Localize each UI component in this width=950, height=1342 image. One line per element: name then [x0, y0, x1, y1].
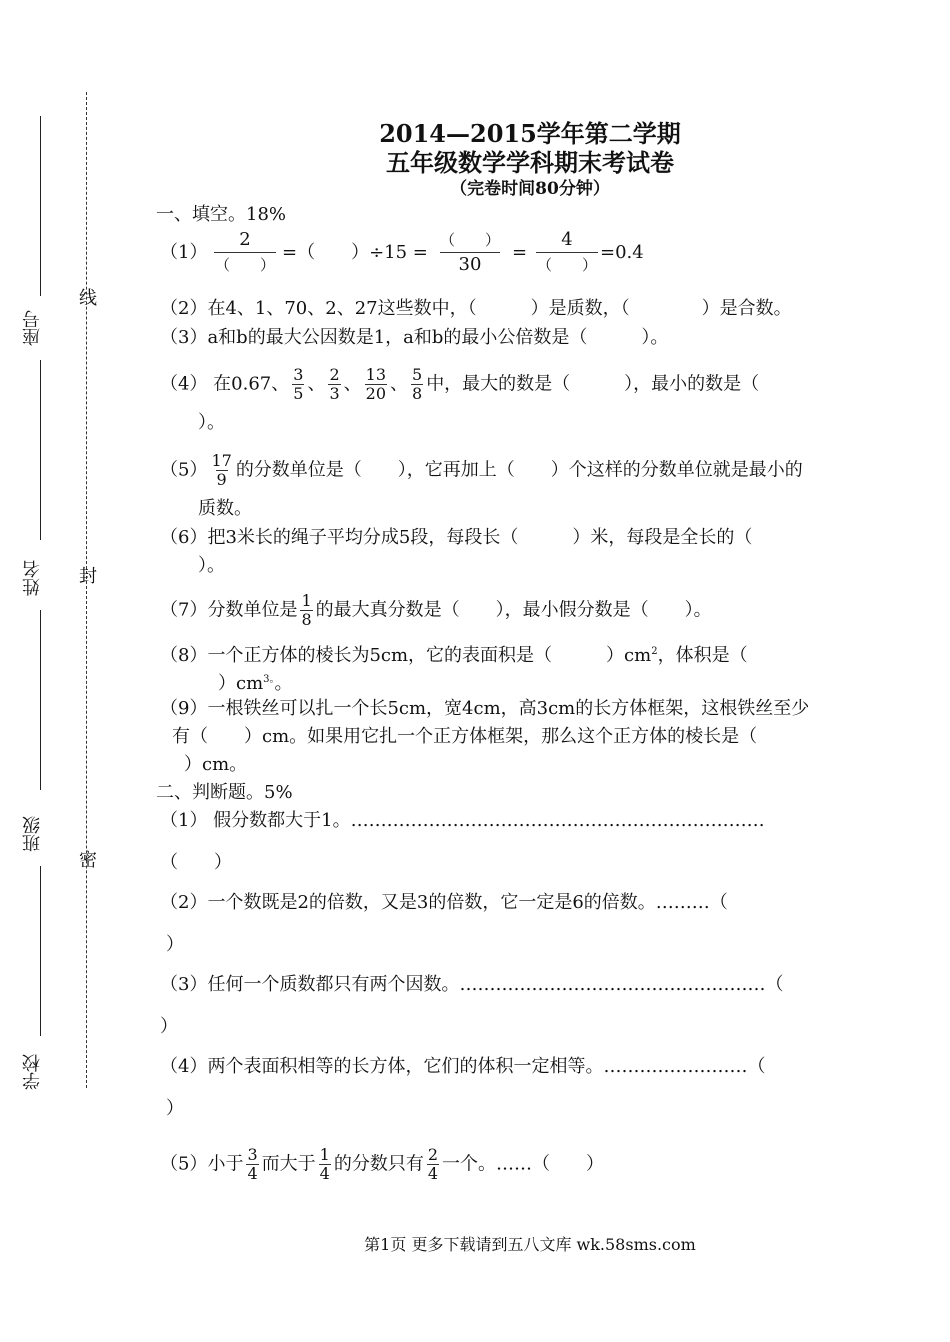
- q4-f2-num: 2: [329, 365, 340, 384]
- q4-fraction-4: [411, 366, 423, 403]
- q4-f3-den: 20: [365, 384, 386, 403]
- judgement-2-answer: ）: [166, 934, 184, 955]
- seat-number-line-lower: [40, 360, 42, 540]
- q4-f3-num: 13: [365, 365, 386, 384]
- q5-text-b: 的分数单位是（ ），它再加上（ ）个这样的分数单位就是最小的: [235, 459, 803, 481]
- question-5: [160, 452, 803, 489]
- q5-continuation: 质数。: [198, 498, 252, 519]
- q7-num: 1: [301, 591, 312, 610]
- question-2: （2）在4、1、70、2、27这些数中，（ ）是质数，（ ）是合数。: [160, 298, 792, 319]
- q1-f2-denominator: 30: [458, 254, 482, 275]
- q1-fraction-1: [214, 228, 276, 277]
- judgement-5: [160, 1146, 604, 1183]
- q5-text-a: （5）: [160, 459, 208, 481]
- q5-den: 9: [216, 470, 227, 489]
- q7-fraction: [300, 592, 312, 629]
- question-9: （9）一根铁丝可以扎一个长5cm，宽4cm，高3cm的长方体框架，这根铁丝至少: [160, 698, 810, 719]
- school-label: 学校: [22, 1054, 43, 1090]
- q4-text-b: 中，最大的数是（ ），最小的数是（: [426, 373, 760, 395]
- j5-f3-den: 4: [427, 1164, 439, 1183]
- q4-f4-num: 5: [412, 365, 423, 384]
- fold-line-char: 线: [76, 288, 97, 306]
- q8-sup-1: 2: [651, 646, 658, 657]
- section1-heading: 一、填空。18%: [156, 204, 287, 225]
- q1-f1-numerator: 2: [239, 229, 251, 250]
- q4-sep-1: 、: [307, 373, 326, 395]
- judgement-4: （4）两个表面积相等的长方体，它们的体积一定相等。……………………（: [160, 1056, 766, 1077]
- q7-text-b: 的最大真分数是（ ），最小假分数是（ ）。: [315, 599, 712, 621]
- question-3: （3）a和b的最大公因数是1，a和b的最小公倍数是（ ）。: [160, 327, 669, 348]
- q1-middle: =（ ）÷15 =: [282, 242, 428, 263]
- judgement-1-answer: （ ）: [160, 852, 232, 873]
- seal-dashed-line: [86, 92, 87, 1088]
- q4-f1-den: 5: [293, 384, 304, 403]
- q5-num: 17: [211, 451, 232, 470]
- j5-fraction-2: [319, 1146, 331, 1183]
- j5-f3-num: 2: [427, 1145, 439, 1164]
- class-line: [40, 866, 42, 1036]
- q4-f1-num: 3: [293, 365, 304, 384]
- j5-f1-den: 4: [247, 1164, 258, 1183]
- q4-sep-2: 、: [343, 373, 362, 395]
- q8-text-a: （8）一个正方体的棱长为5cm，它的表面积是（ ）cm: [160, 645, 652, 666]
- q1-fraction-3: [536, 228, 598, 277]
- q8-text-c: ）cm: [218, 673, 264, 694]
- j5-f2-num: 1: [319, 1145, 330, 1164]
- judgement-4-answer: ）: [166, 1098, 184, 1119]
- q4-continuation: ）。: [198, 412, 225, 433]
- q7-text-a: （7）分数单位是: [160, 599, 298, 621]
- judgement-1: （1） 假分数都大于1。……………………………………………………………: [160, 810, 765, 831]
- q6-continuation: ）。: [198, 555, 225, 576]
- judgement-3: （3）任何一个质数都只有两个因数。……………………………………………（: [160, 974, 784, 995]
- q1-f2-numerator: （ ）: [440, 231, 501, 249]
- name-label: 姓名: [22, 560, 43, 596]
- q4-fraction-2: [328, 366, 340, 403]
- q8-text-d: 。: [274, 673, 293, 694]
- fold-secret-char: 密: [76, 850, 97, 868]
- j5-fraction-1: [246, 1146, 258, 1183]
- q4-text-a: （4） 在0.67、: [160, 373, 290, 395]
- question-4: [160, 366, 759, 403]
- q1-f3-denominator: （ ）: [536, 256, 597, 274]
- q1-fraction-2: [440, 228, 500, 277]
- question-7: [160, 592, 712, 629]
- j5-text-a: （5）小于: [160, 1153, 244, 1175]
- q8-continuation: [218, 667, 293, 697]
- q8-text-b: ，体积是（: [657, 645, 748, 666]
- j5-text-d: 一个。……（ ）: [442, 1153, 605, 1175]
- j5-f1-num: 3: [247, 1145, 258, 1164]
- q4-sep-3: 、: [390, 373, 408, 395]
- judgement-3-answer: ）: [160, 1016, 178, 1037]
- q1-equals: =: [512, 242, 528, 263]
- class-label: 班级: [22, 816, 43, 852]
- judgement-2: （2）一个数既是2的倍数，又是3的倍数，它一定是6的倍数。………（: [160, 892, 728, 913]
- q5-fraction: [210, 452, 232, 489]
- j5-text-b: 而大于: [261, 1153, 316, 1175]
- q9-line-2: 有（ ）cm。如果用它扎一个正方体框架，那么这个正方体的棱长是（: [172, 726, 758, 747]
- j5-fraction-3: [427, 1146, 439, 1183]
- question-8: [160, 639, 748, 669]
- j5-text-c: 的分数只有: [333, 1153, 424, 1175]
- exam-title-year: 2014—2015学年第二学期: [379, 119, 681, 148]
- q1-f3-numerator: 4: [561, 229, 573, 250]
- q4-fraction-1: [292, 366, 304, 403]
- q1-tail: =0.4: [600, 242, 644, 263]
- question-6: （6）把3米长的绳子平均分成5段，每段长（ ）米，每段是全长的（: [160, 527, 753, 548]
- fold-seal-char: 封: [76, 566, 97, 584]
- seat-number-label: 座号: [22, 310, 43, 346]
- exam-title: 五年级数学学科期末考试卷: [386, 148, 674, 177]
- name-line: [40, 610, 42, 790]
- q4-f4-den: 8: [412, 384, 423, 403]
- q1-number: （1）: [160, 242, 208, 263]
- exam-subtitle: （完卷时间80分钟）: [450, 179, 610, 199]
- q9-line-3: ）cm。: [184, 754, 248, 775]
- q1-f1-denominator: （ ）: [214, 256, 275, 274]
- j5-f2-den: 4: [319, 1164, 330, 1183]
- q7-den: 8: [301, 610, 312, 629]
- page-footer: 第1页 更多下载请到五八文库 wk.58sms.com: [364, 1235, 696, 1254]
- section2-heading: 二、判断题。5%: [156, 782, 293, 803]
- q4-f2-den: 3: [329, 384, 340, 403]
- q8-sup-2: 3。: [263, 674, 275, 685]
- q4-fraction-3: [365, 366, 387, 403]
